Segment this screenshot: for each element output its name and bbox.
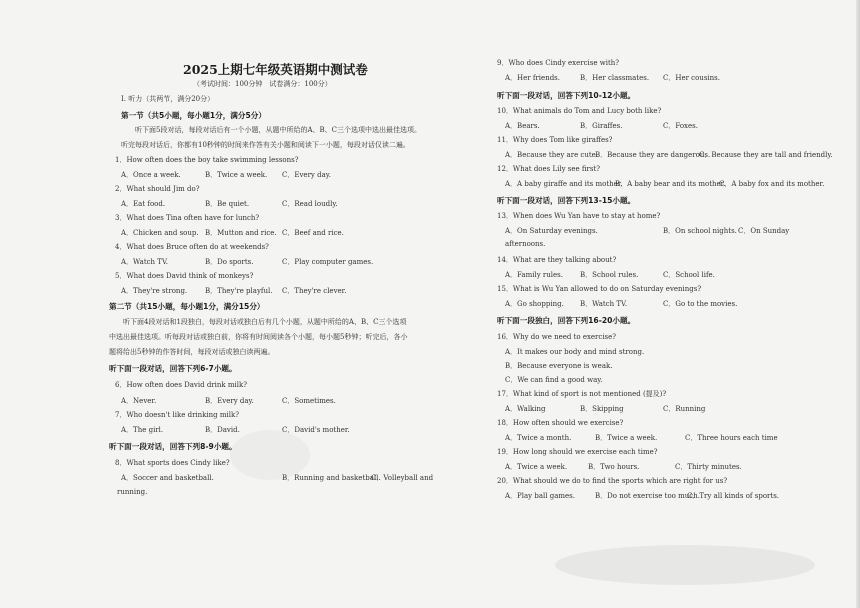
question-4: 4．What does Bruce often do at weekends? xyxy=(115,243,269,251)
section1-heading: 第一节（共5小题，每小题1分，满分5分） xyxy=(121,111,266,120)
scan-edge-shadow xyxy=(856,0,860,608)
instruction-line: 听下面5段对话，每段对话后有一个小题，从题中所给的A、B、C三个选项中选出最佳选项。 xyxy=(135,126,422,134)
q3-option-c[interactable]: C．Beef and rice. xyxy=(282,229,344,237)
question-5: 5．What does David think of monkeys? xyxy=(115,272,254,280)
q4-option-a[interactable]: A．Watch TV. xyxy=(121,258,169,266)
q6-option-a[interactable]: A．Never. xyxy=(121,397,157,405)
q6-option-b[interactable]: B．Every day. xyxy=(205,397,254,405)
scan-smudge xyxy=(230,430,310,480)
q1-option-a[interactable]: A．Once a week. xyxy=(121,171,181,179)
q4-option-c[interactable]: C．Play computer games. xyxy=(282,258,374,266)
instruction-line: 中选出最佳选项。听每段对话或独白前，你将有时间阅读各个小题，每小题5秒钟；听完后，各小 xyxy=(109,333,408,341)
q15-option-b[interactable]: B．Watch TV. xyxy=(580,300,628,308)
question-7: 7．Who doesn't like drinking milk? xyxy=(115,411,239,419)
q13-option-c[interactable]: C．On Sunday xyxy=(738,227,790,235)
q12-option-a[interactable]: A．A baby giraffe and its mother. xyxy=(505,180,623,188)
section2-heading: 第二节（共15小题，每小题1分，满分15分） xyxy=(109,302,265,311)
exam-title: 2025上期七年级英语期中测试卷 xyxy=(183,62,368,77)
question-8: 8．What sports does Cindy like? xyxy=(115,459,230,467)
question-11: 11．Why does Tom like giraffes? xyxy=(497,136,613,144)
q10-option-b[interactable]: B．Giraffes. xyxy=(580,122,623,130)
question-13: 13．When does Wu Yan have to stay at home? xyxy=(497,212,661,220)
question-9: 9．Who does Cindy exercise with? xyxy=(497,59,620,67)
q7-option-c[interactable]: C．David's mother. xyxy=(282,426,350,434)
q4-option-b[interactable]: B．Do sports. xyxy=(205,258,254,266)
q5-option-a[interactable]: A．They're strong. xyxy=(121,287,188,295)
q9-option-b[interactable]: B．Her classmates. xyxy=(580,74,650,82)
q19-option-a[interactable]: A．Twice a week. xyxy=(505,463,568,471)
question-12: 12．What does Lily see first? xyxy=(497,165,601,173)
section2-instructions xyxy=(109,315,439,360)
q8-option-c-continued: running. xyxy=(117,488,148,496)
intro-8-9: 听下面一段对话，回答下列8-9小题。 xyxy=(109,442,237,451)
q12-option-b[interactable]: B．A baby bear and its mother. xyxy=(615,180,726,188)
q8-option-c[interactable]: C．Volleyball and xyxy=(371,474,434,482)
question-2: 2．What should Jim do? xyxy=(115,185,200,193)
q14-option-c[interactable]: C．School life. xyxy=(663,271,715,279)
q17-option-a[interactable]: A．Walking xyxy=(505,405,546,413)
q15-option-c[interactable]: C．Go to the movies. xyxy=(663,300,738,308)
q14-option-a[interactable]: A．Family rules. xyxy=(505,271,563,279)
instruction-line: 听完每段对话后，你都有10秒钟的时间来作答有关小题和阅读下一小题，每段对话仅读二遍。 xyxy=(121,141,410,149)
question-14: 14．What are they talking about? xyxy=(497,256,617,264)
q3-option-b[interactable]: B．Mutton and rice. xyxy=(205,229,277,237)
intro-13-15: 听下面一段对话，回答下列13-15小题。 xyxy=(497,196,636,205)
q19-option-b[interactable]: B．Two hours. xyxy=(588,463,640,471)
q1-option-b[interactable]: B．Twice a week. xyxy=(205,171,268,179)
q20-option-c[interactable]: C．Try all kinds of sports. xyxy=(687,492,780,500)
q18-option-a[interactable]: A．Twice a month. xyxy=(505,434,572,442)
intro-16-20: 听下面一段独白，回答下列16-20小题。 xyxy=(497,316,636,325)
question-19: 19．How long should we exercise each time? xyxy=(497,448,658,456)
q13-option-c-continued: afternoons. xyxy=(505,240,546,248)
q9-option-c[interactable]: C．Her cousins. xyxy=(663,74,720,82)
q3-option-a[interactable]: A．Chicken and soup. xyxy=(121,229,199,237)
exam-info: （考试时间：100分钟 试卷满分：100分） xyxy=(193,80,332,88)
q13-option-b[interactable]: B．On school nights. xyxy=(663,227,737,235)
q5-option-b[interactable]: B．They're playful. xyxy=(205,287,273,295)
question-16: 16．Why do we need to exercise? xyxy=(497,333,617,341)
q15-option-a[interactable]: A．Go shopping. xyxy=(505,300,564,308)
q20-option-a[interactable]: A．Play ball games. xyxy=(505,492,575,500)
q16-option-c[interactable]: C．We can find a good way. xyxy=(505,376,603,384)
q18-option-b[interactable]: B．Twice a week. xyxy=(595,434,658,442)
question-3: 3．What does Tina often have for lunch? xyxy=(115,214,260,222)
question-20: 20．What should we do to find the sports which are right for us? xyxy=(497,477,728,485)
question-6: 6．How often does David drink milk? xyxy=(115,381,247,389)
q16-option-b[interactable]: B．Because everyone is weak. xyxy=(505,362,613,370)
q10-option-c[interactable]: C．Foxes. xyxy=(663,122,698,130)
intro-10-12: 听下面一段对话，回答下列10-12小题。 xyxy=(497,91,636,100)
question-1: 1．How often does the boy take swimming lessons? xyxy=(115,156,299,164)
instruction-line: 听下面4段对话和1段独白，每段对话或独白后有几个小题，从题中所给的A、B、C三个选项 xyxy=(123,318,407,326)
q2-option-a[interactable]: A．Eat food. xyxy=(121,200,166,208)
q5-option-c[interactable]: C．They're clever. xyxy=(282,287,347,295)
section1-instructions xyxy=(121,123,451,153)
q10-option-a[interactable]: A．Bears. xyxy=(505,122,540,130)
q14-option-b[interactable]: B．School rules. xyxy=(580,271,639,279)
question-17: 17．What kind of sport is not mentioned (提及)? xyxy=(497,390,667,398)
intro-6-7: 听下面一段对话，回答下列6-7小题。 xyxy=(109,364,237,373)
q7-option-b[interactable]: B．David. xyxy=(205,426,240,434)
q11-option-a[interactable]: A．Because they are cute. xyxy=(505,151,599,159)
q2-option-c[interactable]: C．Read loudly. xyxy=(282,200,338,208)
question-18: 18．How often should we exercise? xyxy=(497,419,624,427)
question-10: 10．What animals do Tom and Lucy both like? xyxy=(497,107,662,115)
q17-option-c[interactable]: C．Running xyxy=(663,405,706,413)
instruction-line: 题将给出5秒钟的作答时间，每段对话或独白读两遍。 xyxy=(109,348,275,356)
q8-option-a[interactable]: A．Soccer and basketball. xyxy=(121,474,214,482)
q9-option-a[interactable]: A．Her friends. xyxy=(505,74,560,82)
q17-option-b[interactable]: B．Skipping xyxy=(580,405,624,413)
q7-option-a[interactable]: A．The girl. xyxy=(121,426,164,434)
q16-option-a[interactable]: A．It makes our body and mind strong. xyxy=(505,348,645,356)
q20-option-b[interactable]: B．Do not exercise too much. xyxy=(595,492,700,500)
q12-option-c[interactable]: C．A baby fox and its mother. xyxy=(719,180,825,188)
q18-option-c[interactable]: C．Three hours each time xyxy=(685,434,778,442)
q2-option-b[interactable]: B．Be quiet. xyxy=(205,200,250,208)
scan-smudge xyxy=(555,545,815,585)
q8-option-b[interactable]: B．Running and basketball. xyxy=(282,474,381,482)
q11-option-b[interactable]: B．Because they are dangerous. xyxy=(595,151,711,159)
question-15: 15．What is Wu Yan allowed to do on Saturday evenings? xyxy=(497,285,702,293)
q1-option-c[interactable]: C．Every day. xyxy=(282,171,331,179)
q13-option-a[interactable]: A．On Saturday evenings. xyxy=(505,227,598,235)
q11-option-c[interactable]: C．Because they are tall and friendly. xyxy=(699,151,833,159)
q19-option-c[interactable]: C．Thirty minutes. xyxy=(675,463,742,471)
q6-option-c[interactable]: C．Sometimes. xyxy=(282,397,336,405)
part1-heading: I. 听力（共两节，满分20分） xyxy=(121,95,215,103)
